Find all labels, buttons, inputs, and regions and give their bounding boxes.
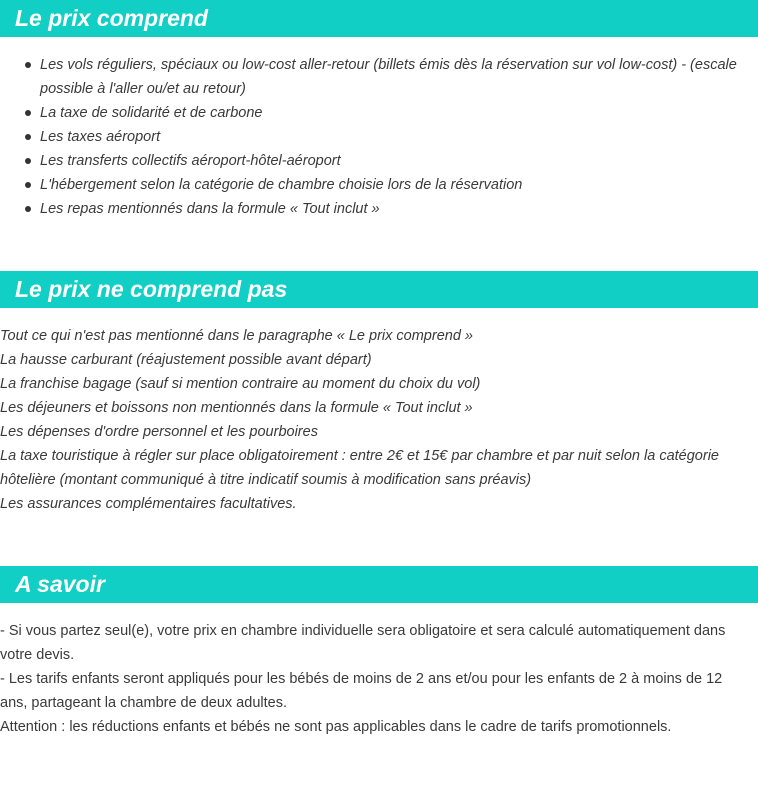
list-item: Les déjeuners et boissons non mentionnés dans la formule « Tout inclut » bbox=[0, 400, 473, 416]
list-item: La hausse carburant (réajustement possible avant départ) bbox=[0, 352, 372, 368]
list-item: Les transferts collectifs aéroport-hôtel-aéroport bbox=[0, 149, 758, 173]
list-item: La franchise bagage (sauf si mention contraire au moment du choix du vol) bbox=[0, 376, 481, 392]
list-item: L'hébergement selon la catégorie de chambre choisie lors de la réservation bbox=[0, 173, 758, 197]
list-item: Les repas mentionnés dans la formule « Tout inclut » bbox=[0, 197, 758, 221]
section-header-not-included bbox=[0, 271, 758, 308]
list-item: Les assurances complémentaires facultatives. bbox=[0, 496, 297, 512]
list-item: Attention : les réductions enfants et bébés ne sont pas applicables dans le cadre de tarifs promotionnels. bbox=[0, 719, 672, 735]
list-item: La taxe touristique à régler sur place obligatoirement : entre 2€ et 15€ par chambre et par nuit selon la catégorie hôtelière (montant communiqué à titre indicatif soumis à modification sans préavis) bbox=[0, 448, 719, 488]
included-list bbox=[0, 53, 758, 221]
list-item: La taxe de solidarité et de carbone bbox=[0, 101, 758, 125]
section-header-good-to-know bbox=[0, 566, 758, 603]
section-title-included: Le prix comprend bbox=[15, 5, 208, 31]
not-included-list bbox=[0, 324, 758, 516]
list-item: Les vols réguliers, spéciaux ou low-cost aller-retour (billets émis dès la réservation sur vol low-cost) - (escale possible à l'aller ou/et au retour) bbox=[0, 53, 758, 101]
list-item: Les taxes aéroport bbox=[0, 125, 758, 149]
list-item: Tout ce qui n'est pas mentionné dans le paragraphe « Le prix comprend » bbox=[0, 328, 473, 344]
list-item: - Si vous partez seul(e), votre prix en chambre individuelle sera obligatoire et sera calculé automatiquement dans votre devis. bbox=[0, 623, 726, 663]
list-item: - Les tarifs enfants seront appliqués pour les bébés de moins de 2 ans et/ou pour les enfants de 2 à moins de 12 ans, partageant la chambre de deux adultes. bbox=[0, 671, 723, 711]
section-title-not-included: Le prix ne comprend pas bbox=[15, 276, 288, 302]
section-title-good-to-know: A savoir bbox=[15, 571, 105, 597]
section-header-included bbox=[0, 0, 758, 37]
good-to-know-list bbox=[0, 619, 758, 739]
list-item: Les dépenses d'ordre personnel et les pourboires bbox=[0, 424, 318, 440]
included-list-container bbox=[0, 53, 758, 221]
